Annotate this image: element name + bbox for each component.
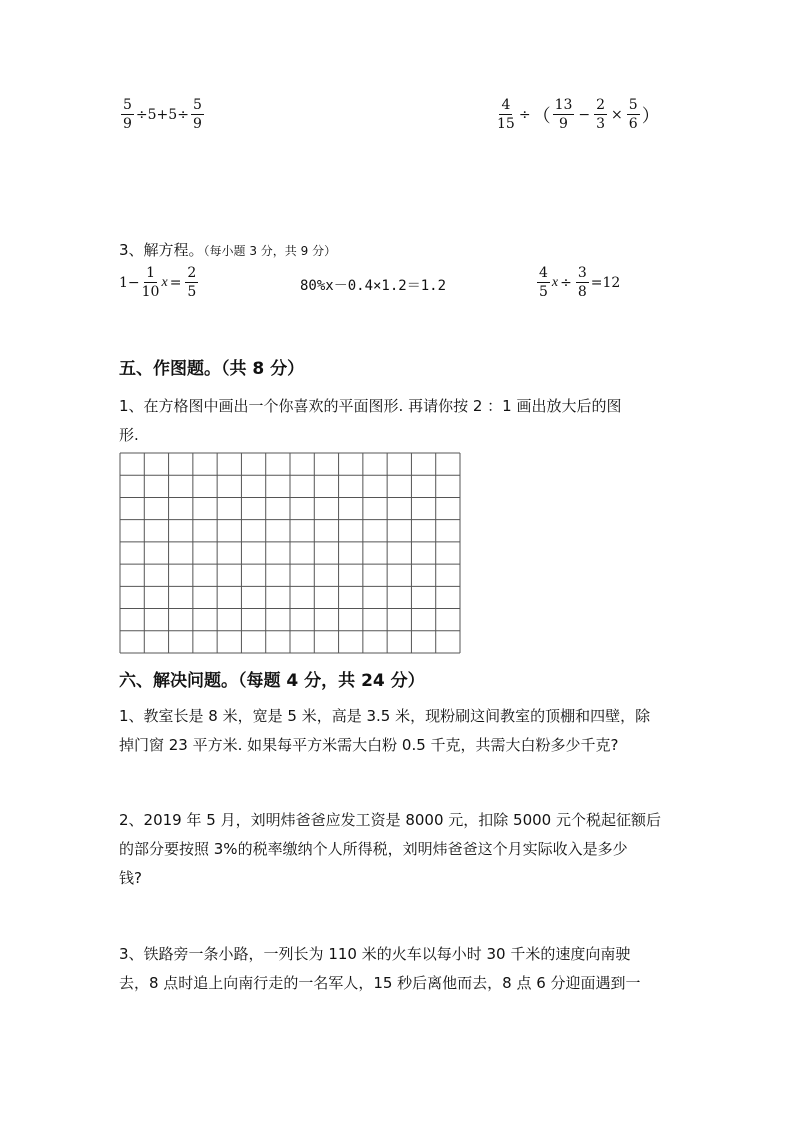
equals: = — [169, 274, 182, 291]
fraction: $\frac{5}{9}$ — [192, 97, 202, 132]
fraction: $\frac{5}{6}$ — [628, 97, 638, 132]
fraction: $\frac{1}{10}$ — [141, 265, 160, 300]
section-5-question-1 — [119, 392, 621, 450]
fraction: $\frac{2}{5}$ — [187, 265, 197, 300]
operator: − — [578, 106, 591, 123]
operator: ÷ — [560, 274, 572, 291]
equation-rhs: =12 — [590, 274, 621, 291]
score-note: （每小题 3 分，共 9 分） — [203, 244, 337, 258]
question-line: 1、教室长是 8 米，宽是 5 米，高是 3.5 米，现粉刷这间教室的顶棚和四壁，除 — [119, 707, 651, 725]
section-6-title: 六、解决问题。（每题 4 分，共 24 分） — [119, 671, 425, 691]
equation-2: 80%x－0.4×1.2＝1.2 — [300, 278, 447, 294]
right-paren: ） — [641, 105, 660, 127]
fraction: $\frac{3}{8}$ — [577, 265, 587, 300]
fraction: $\frac{4}{15}$ — [497, 97, 515, 132]
question-label: 3、解方程。 — [119, 241, 204, 259]
operator-text: ÷5+5÷ — [135, 106, 189, 123]
calc-expression-1 — [119, 98, 206, 131]
question-line: 的部分要按照 3%的税率缴纳个人所得税，刘明炜爸爸这个月实际收入是多少 — [119, 840, 628, 858]
question-line: 3、铁路旁一条小路，一列长为 110 米的火车以每小时 30 千米的速度向南驶 — [119, 945, 631, 963]
calc-expression-2 — [495, 98, 660, 131]
left-paren: （ — [532, 105, 551, 127]
section-6-question-3 — [119, 940, 641, 998]
operator: ÷ — [518, 106, 531, 123]
fraction: $\frac{13}{9}$ — [554, 97, 573, 132]
question-line: 形. — [119, 426, 139, 444]
fraction: $\frac{4}{5}$ — [539, 265, 548, 300]
section-6-question-1 — [119, 702, 650, 760]
question-line: 1、在方格图中画出一个你喜欢的平面图形. 再请你按 2 ：1 画出放大后的图 — [119, 397, 622, 415]
fraction: $\frac{5}{9}$ — [123, 97, 132, 132]
drawing-grid[interactable] — [119, 452, 461, 654]
equation-1 — [119, 266, 200, 299]
variable: x — [161, 274, 168, 290]
question-line: 去，8 点时追上向南行走的一名军人，15 秒后离他而去，8 点 6 分迎面遇到一 — [119, 974, 641, 992]
section-5-title: 五、作图题。（共 8 分） — [119, 359, 305, 379]
fraction: $\frac{2}{3}$ — [596, 97, 606, 132]
variable: x — [551, 274, 559, 290]
equation-lead: 1− — [119, 274, 140, 291]
question-line: 2、2019 年 5 月，刘明炜爸爸应发工资是 8000 元，扣除 5000 元个税起征额后 — [119, 811, 661, 829]
section-6-question-2 — [119, 806, 661, 893]
question-line: 钱? — [119, 869, 142, 887]
equation-3 — [535, 266, 620, 299]
equation-heading — [119, 236, 336, 265]
question-line: 掉门窗 23 平方米. 如果每平方米需大白粉 0.5 千克，共需大白粉多少千克? — [119, 736, 619, 754]
operator: × — [611, 106, 623, 123]
